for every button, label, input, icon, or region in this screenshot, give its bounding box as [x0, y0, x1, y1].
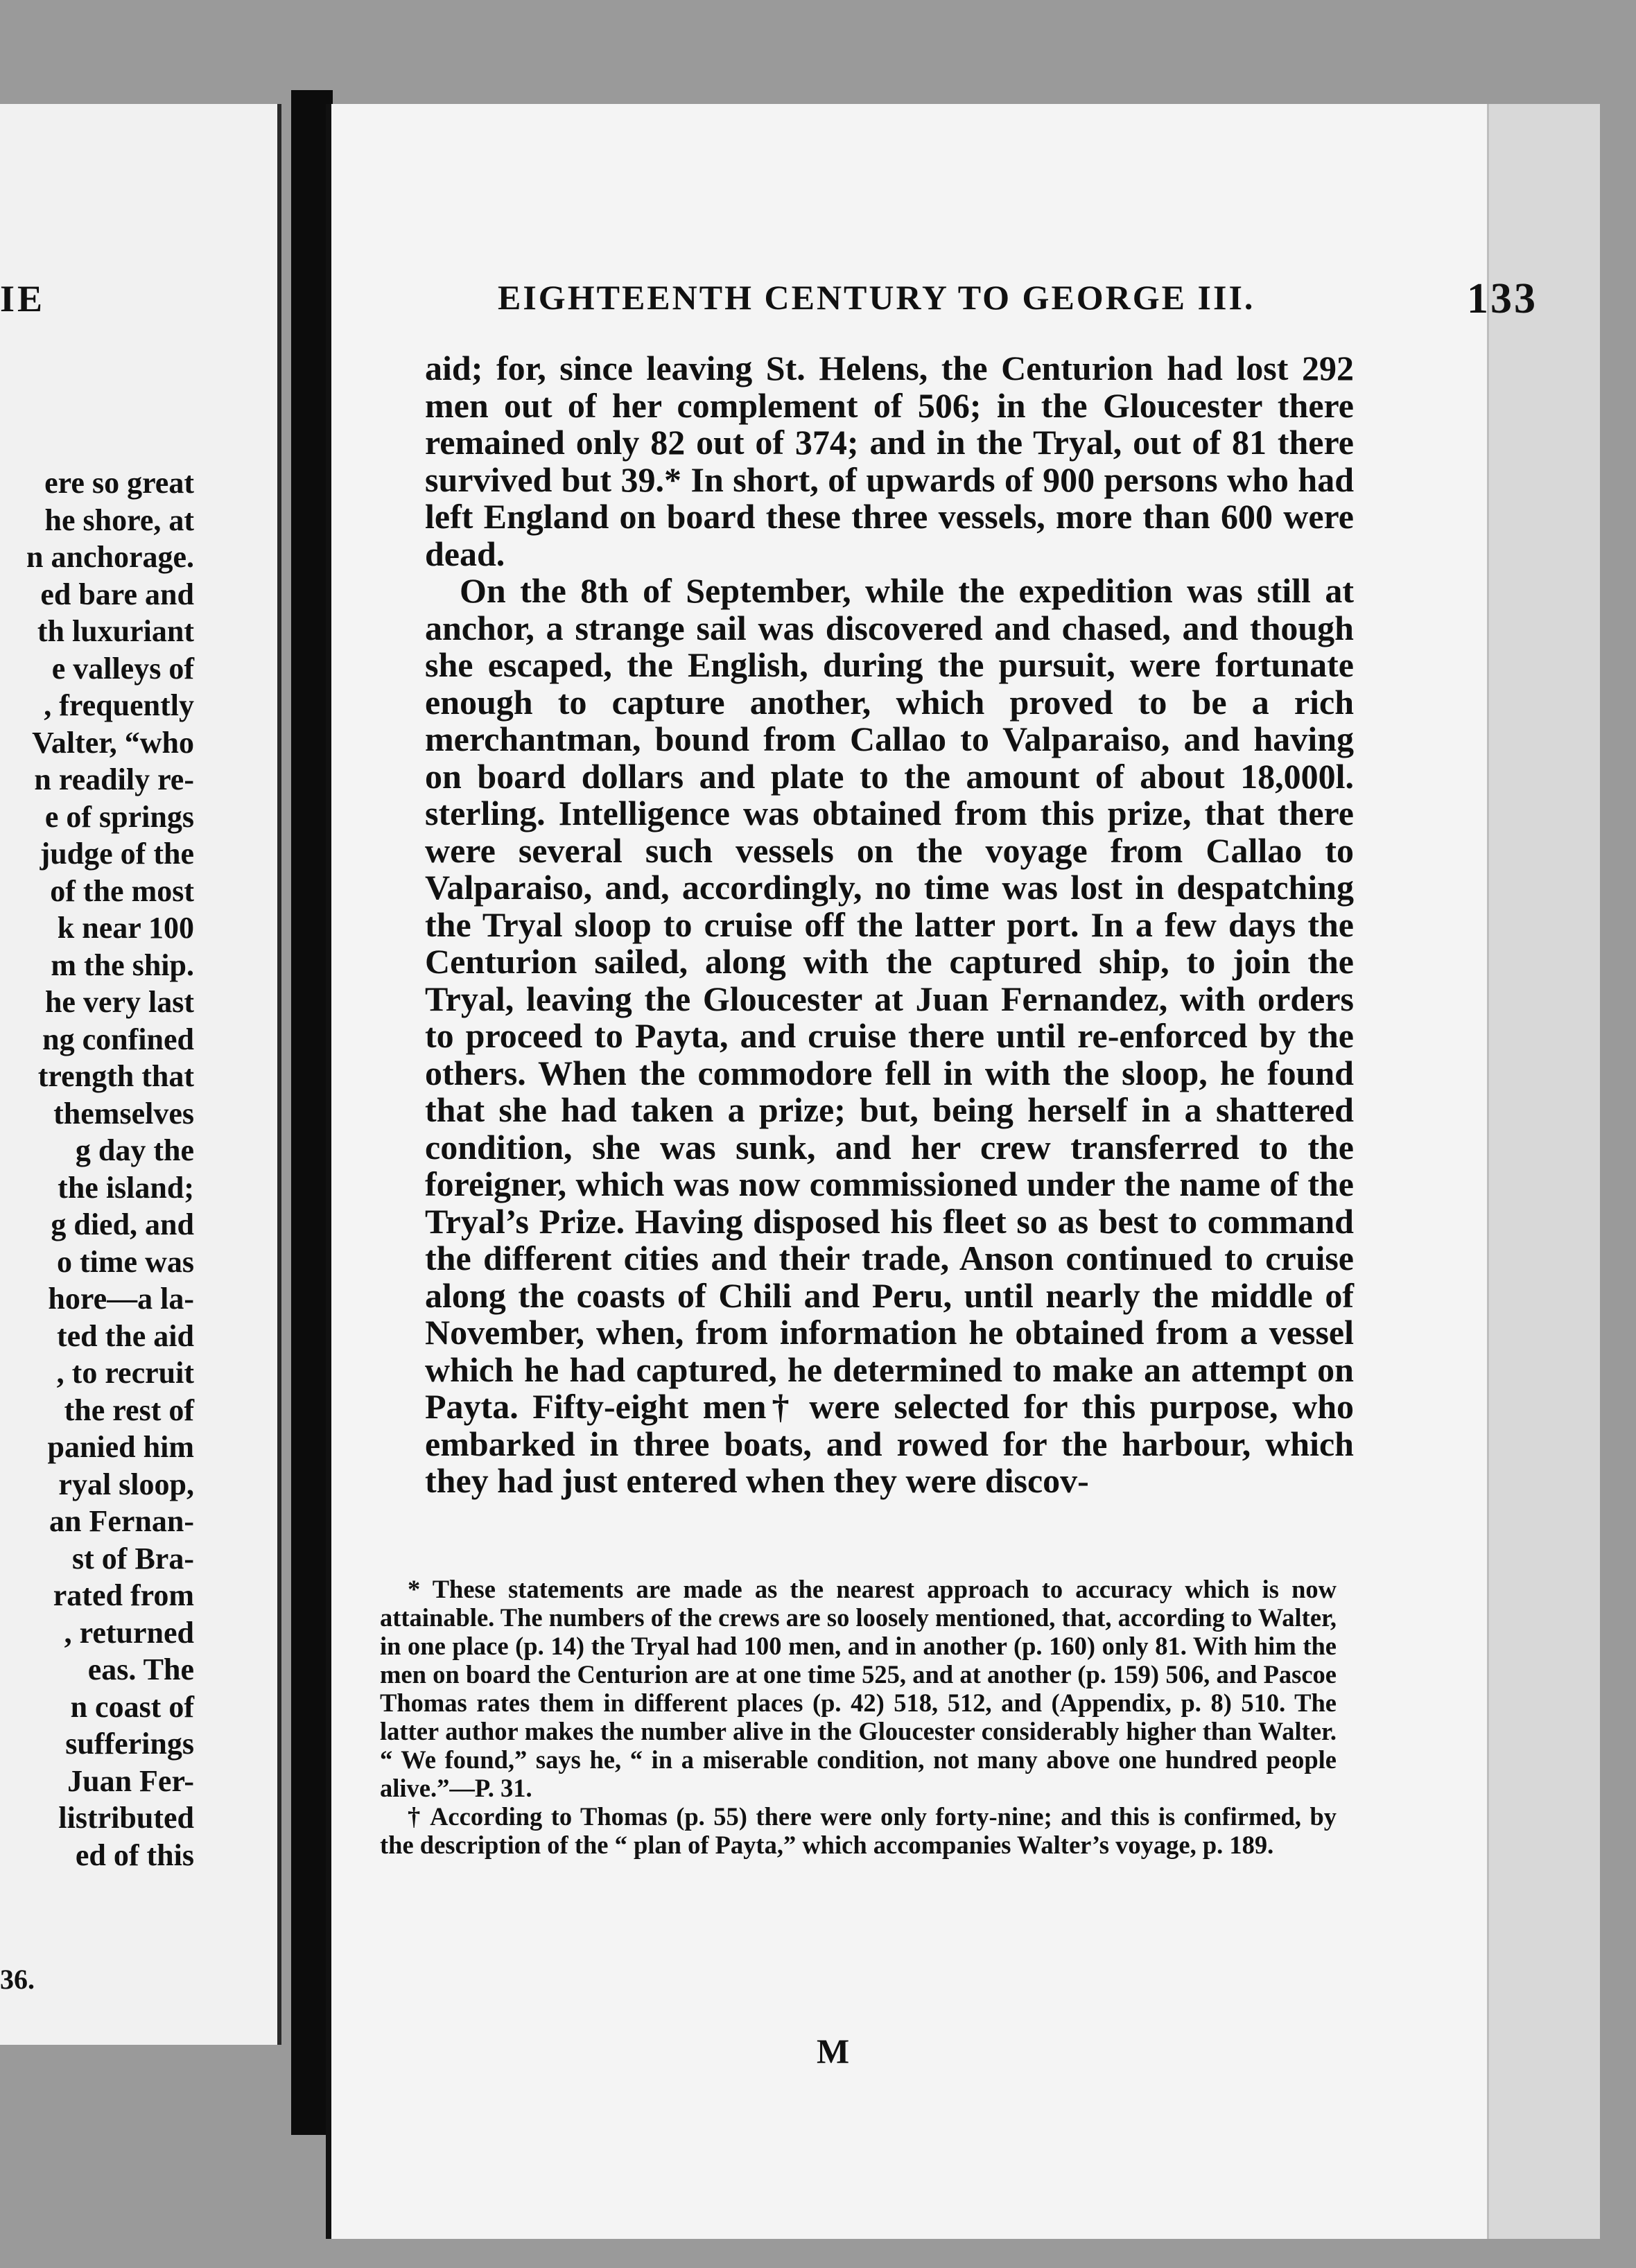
- running-head-title: EIGHTEENTH CENTURY TO GEORGE III.: [498, 278, 1255, 317]
- left-text-line: judge of the: [40, 837, 194, 871]
- left-text-line: rated from: [53, 1578, 194, 1612]
- left-text-line: th luxuriant: [37, 614, 194, 648]
- page-edge: [1487, 104, 1600, 2239]
- left-running-head: IE: [0, 278, 46, 320]
- left-text-line: o time was: [57, 1244, 194, 1279]
- footnote: * These statements are made as the nearest approach to accuracy which is now attainable. The numbers of the crews are so loosely mentioned, that, according to Walter, in one place (p. 14) the Tryal had 100 men, and in another (p. 160) only 81. With him the men on board the Centurion are at one time 525, and at another (p. 159) 506, and Pascoe Thomas rates them in different places (p. 42) 518, 512, and (Appendix, p. 8) 510. The latter author makes the number alive in the Gloucester considerably higher than Walter. “ We found,” says he, “ in a miserable condition, not many above one hundred people alive.”—P. 31.: [380, 1575, 1337, 1802]
- left-text-line: st of Bra-: [72, 1541, 194, 1576]
- previous-page-fragment: [0, 104, 281, 2045]
- left-text-line: panied him: [47, 1430, 194, 1464]
- left-text-line: ere so great: [44, 466, 194, 500]
- left-text-line: ryal sloop,: [58, 1467, 194, 1501]
- left-text-line: he very last: [44, 985, 194, 1019]
- left-text-line: Juan Fer-: [67, 1763, 194, 1798]
- left-text-line: g day the: [75, 1133, 194, 1167]
- left-text-line: n anchorage.: [26, 540, 194, 574]
- page-number: 133: [1467, 275, 1538, 322]
- footnotes: [380, 1575, 1337, 1859]
- left-text-line: ted the aid: [57, 1318, 194, 1353]
- left-text-line: he shore, at: [44, 503, 194, 537]
- left-text-line: hore—a la-: [48, 1282, 194, 1316]
- left-text-line: ed bare and: [40, 577, 194, 611]
- left-text-line: , returned: [64, 1615, 194, 1650]
- left-text-line: n readily re-: [34, 762, 194, 796]
- left-text-line: m the ship.: [51, 948, 194, 982]
- left-footer-fragment: 36.: [0, 1964, 35, 1995]
- left-text-line: k near 100: [57, 911, 194, 945]
- left-text-line: trength that: [37, 1059, 194, 1093]
- left-text-line: e valleys of: [51, 651, 194, 686]
- left-text-line: the rest of: [64, 1393, 194, 1427]
- left-text-line: listributed: [58, 1801, 194, 1835]
- left-text-line: ng confined: [42, 1022, 194, 1056]
- footnote: † According to Thomas (p. 55) there were only forty-nine; and this is confirmed, by the description of the “ plan of Payta,” which accompanies Walter’s voyage, p. 189.: [380, 1802, 1337, 1859]
- left-text-line: an Fernan-: [49, 1504, 194, 1538]
- left-text-line: themselves: [53, 1096, 194, 1131]
- left-text-line: , to recruit: [56, 1356, 194, 1390]
- book-page: [326, 104, 1600, 2239]
- left-text-line: n coast of: [70, 1689, 194, 1724]
- left-text-line: eas. The: [87, 1652, 194, 1686]
- left-text-column: [0, 464, 194, 1874]
- left-text-line: , frequently: [44, 688, 194, 722]
- left-text-line: e of springs: [44, 799, 194, 834]
- left-text-line: Valter, “who: [32, 725, 194, 760]
- left-text-line: sufferings: [65, 1727, 194, 1761]
- signature-mark: M: [817, 2032, 850, 2070]
- left-text-line: g died, and: [51, 1207, 194, 1241]
- left-text-line: the island;: [58, 1170, 194, 1205]
- body-text: [425, 350, 1354, 1500]
- paragraph: On the 8th of September, while the expedition was still at anchor, a strange sail was discovered and chased, and though she escaped, the English, during the pursuit, were fortunate enough to capture another, which proved to be a rich merchantman, bound from Callao to Valparaiso, and having on board dollars and plate to the amount of about 18,000l. sterling. Intelligence was obtained from this prize, that there were several such vessels on the voyage from Callao to Valparaiso, and, accordingly, no time was lost in despatching the Tryal sloop to cruise off the latter port. In a few days the Centurion sailed, along with the captured ship, to join the Tryal, leaving the Gloucester at Juan Fernandez, with orders to proceed to Payta, and cruise there until re-enforced by the others. When the commodore fell in with the sloop, he found that she had taken a prize; but, being herself in a shattered condition, she was sunk, and her crew transferred to the foreigner, which was now commissioned under the name of the Tryal’s Prize. Having disposed his fleet so as best to command the different cities and their trade, Anson continued to cruise along the coasts of Chili and Peru, until nearly the middle of November, when, from information he obtained from a vessel which he had captured, he determined to make an attempt on Payta. Fifty-eight men† were selected for this purpose, who embarked in three boats, and rowed for the harbour, which they had just entered when they were discov-: [425, 571, 1354, 1500]
- running-head: [498, 275, 1538, 322]
- paragraph: aid; for, since leaving St. Helens, the Centurion had lost 292 men out of her complement of 506; in the Gloucester there remained only 82 out of 374; and in the Tryal, out of 81 there survived but 39.* In short, of upwards of 900 persons who had left England on board these three vessels, more than 600 were dead.: [425, 349, 1354, 573]
- left-text-line: of the most: [50, 873, 194, 908]
- left-text-line: ed of this: [75, 1838, 194, 1872]
